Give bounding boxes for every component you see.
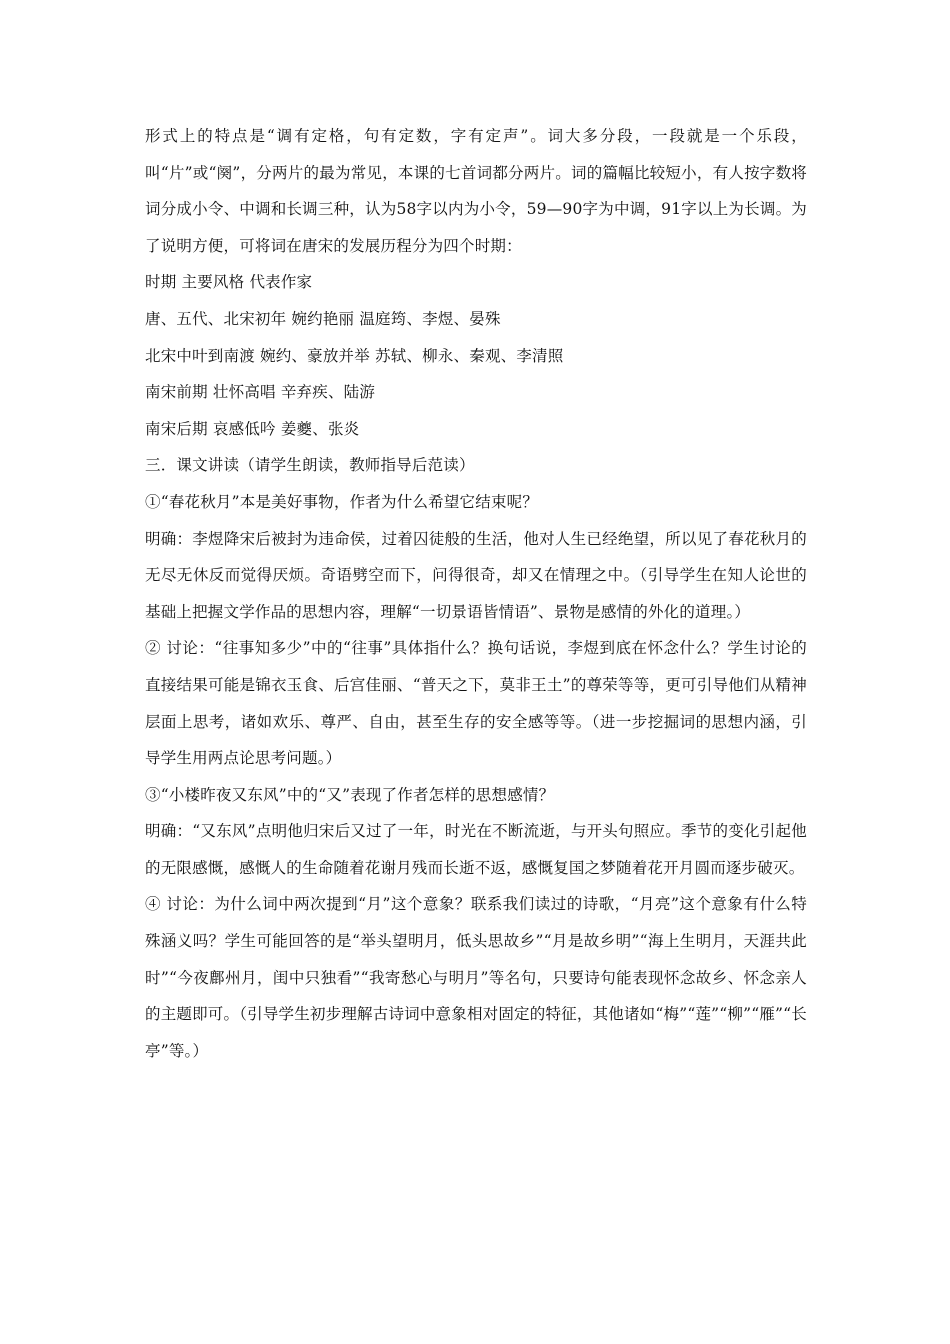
document-page xyxy=(145,118,807,1069)
period-row-southern-song-late: 南宋后期 哀感低吟 姜夔、张炎 xyxy=(145,419,360,438)
table-header-periods: 时期 主要风格 代表作家 xyxy=(145,273,313,292)
period-row-tang-wudai: 唐、五代、北宋初年 婉约艳丽 温庭筠、李煜、晏殊 xyxy=(145,309,501,328)
answer-3: 明确：“又东风”点明他归宋后又过了一年，时光在不断流逝，与开头句照应。季节的变化引起他的无限感慨，感慨人的生命随着花谢月残而长逝不返，感慨复国之梦随着花开月圆而逐步破灭。 xyxy=(145,822,807,877)
question-3: ③“小楼昨夜又东风”中的“又”表现了作者怎样的思想感情？ xyxy=(145,785,555,804)
discussion-2: ② 讨论：“往事知多少”中的“往事”具体指什么？换句话说，李煜到底在怀念什么？学生讨论的直接结果可能是锦衣玉食、后宫佳丽、“普天之下，莫非王土”的尊荣等等，更可引导他们从精神层面上思考，诸如欢乐、尊严、自由，甚至生存的安全感等等。（进一步挖掘词的思想内涵，引导学生用两点论思考问题。） xyxy=(145,639,807,768)
period-row-northern-song-mid: 北宋中叶到南渡 婉约、豪放并举 苏轼、柳永、秦观、李清照 xyxy=(145,346,564,365)
discussion-4: ④ 讨论：为什么词中两次提到“月”这个意象？联系我们读过的诗歌，“月亮”这个意象有什么特殊涵义吗？学生可能回答的是“举头望明月，低头思故乡”“月是故乡明”“海上生明月，天涯共此时”“今夜鄜州月，闺中只独看”“我寄愁心与明月”等名句，只要诗句能表现怀念故乡、怀念亲人的主题即可。（引导学生初步理解古诗词中意象相对固定的特征，其他诸如“梅”“莲”“柳”“雁”“长亭”等。） xyxy=(145,895,807,1060)
question-1: ①“春花秋月”本是美好事物，作者为什么希望它结束呢？ xyxy=(145,492,539,511)
answer-1: 明确：李煜降宋后被封为违命侯，过着囚徒般的生活，他对人生已经绝望，所以见了春花秋月的无尽无休反而觉得厌烦。奇语劈空而下，问得很奇，却又在情理之中。（引导学生在知人论世的基础上把握文学作品的思想内容，理解“一切景语皆情语”、景物是感情的外化的道理。） xyxy=(145,529,807,621)
section-heading-lecture: 三．课文讲读（请学生朗读，教师指导后范读） xyxy=(145,456,475,475)
paragraph-ci-form-features: 形式上的特点是“调有定格，句有定数，字有定声”。词大多分段，一段就是一个乐段，叫“片”或“阕”，分两片的最为常见，本课的七首词都分两片。词的篇幅比较短小，有人按字数将词分成小令、中调和长调三种，认为58字以内为小令，59—90字为中调，91字以上为长调。为了说明方便，可将词在唐宋的发展历程分为四个时期： xyxy=(145,127,807,255)
period-row-southern-song-early: 南宋前期 壮怀高唱 辛弃疾、陆游 xyxy=(145,383,376,402)
